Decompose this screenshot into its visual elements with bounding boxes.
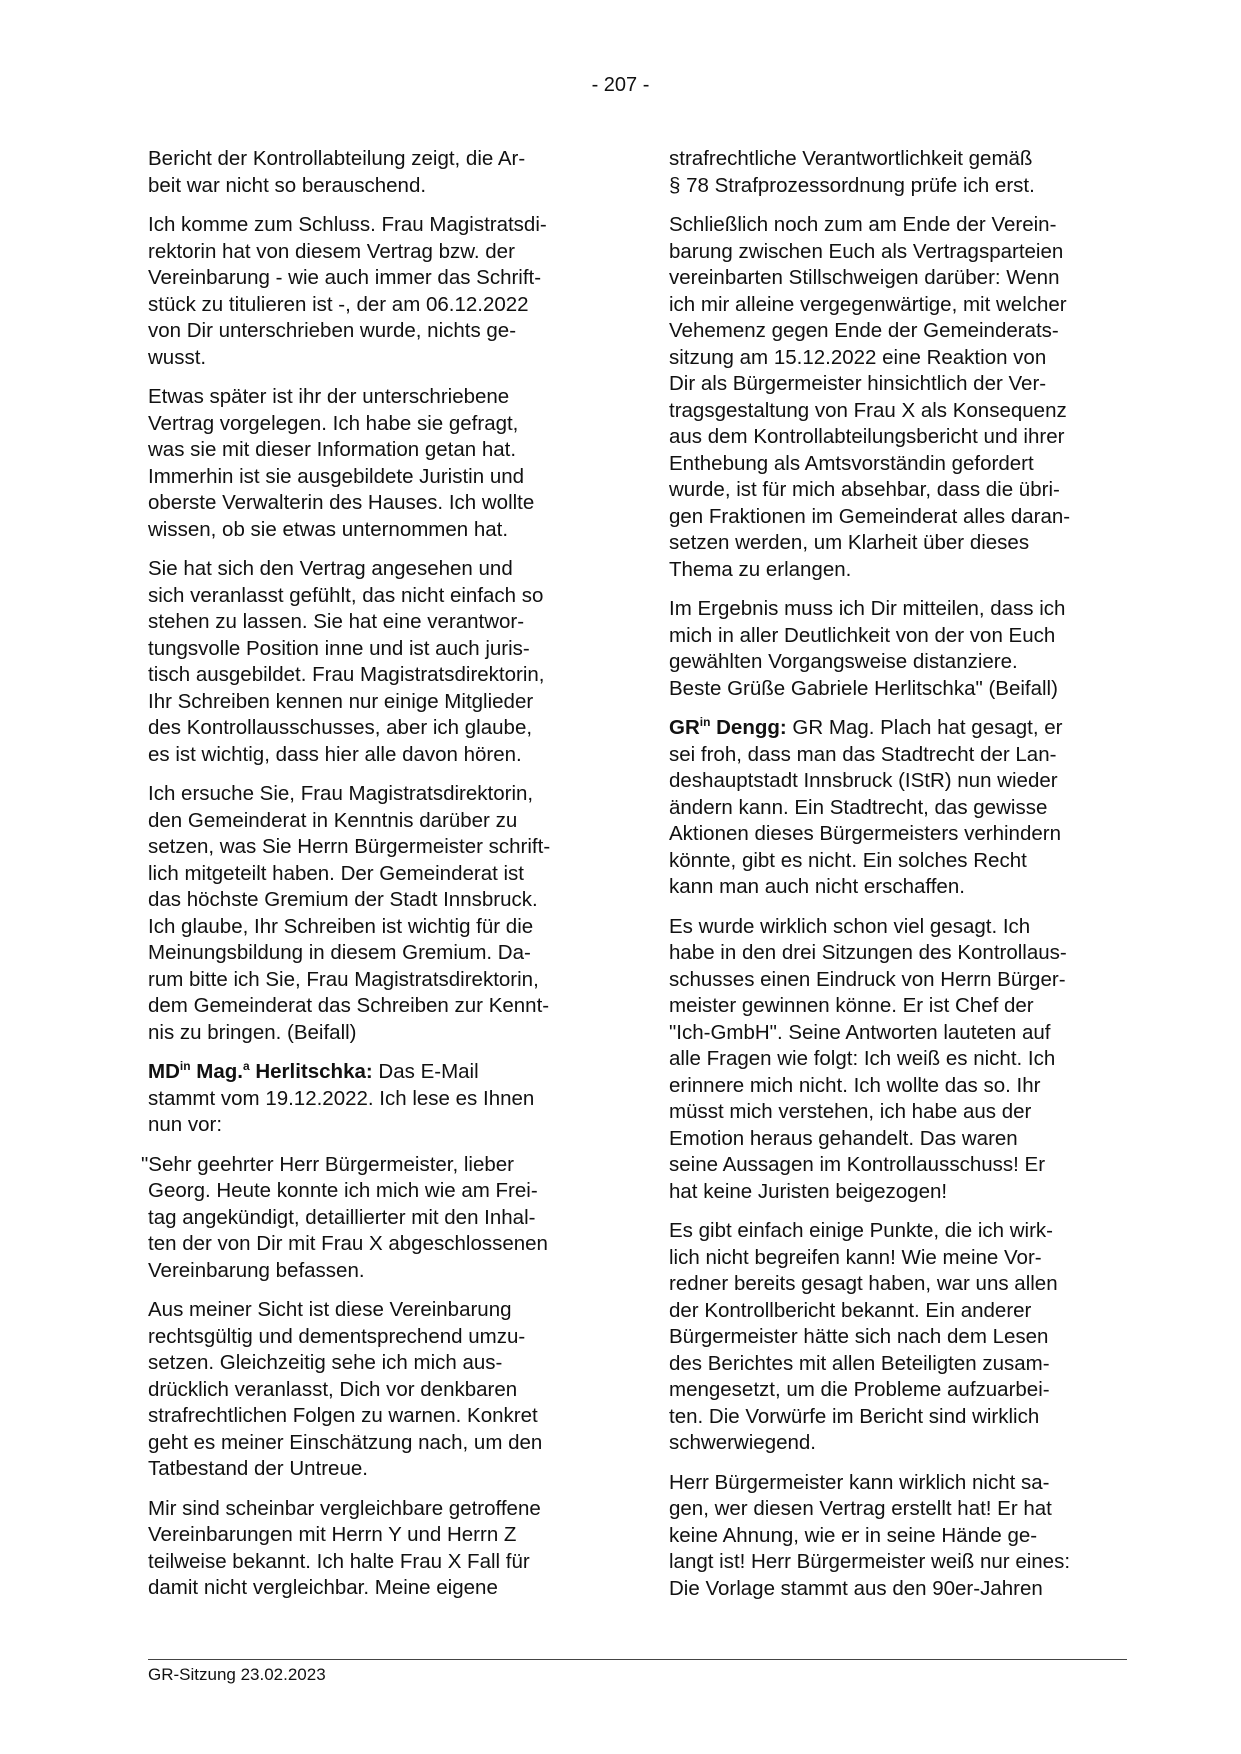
speaker-text: Das E-Mail stammt vom 19.12.2022. Ich lese es Ihnen nun vor: [148,1060,535,1136]
speaker-label: $MD^{in}$ Mag.$^a$ Herlitschka: [148,1059,373,1083]
paragraph: Es wurde wirklich schon viel gesagt. Ich habe in den drei Sitzungen des Kontrollaus- schusses einen Eindruck von Herrn Bürger- meister gewinnen könne. Er ist Chef der "Ich-GmbH". Seine Antworten lauteten auf alle Fragen wie folgt: Ich weiß es nicht. Ich erinnere mich nicht. Ich wollte das so. Ihr müsst mich verstehen, ich habe aus der Emotion heraus gehandelt. Das waren seine Aussagen im Kontrollausschuss! Er hat keine Juristen beigezogen! [669,914,1067,1203]
left-column [141,146,598,1615]
speaker-paragraph [669,715,1119,901]
right-column [669,146,1119,1615]
paragraph: Herr Bürgermeister kann wirklich nicht sa- gen, wer diesen Vertrag erstellt hat! Er hat keine Ahnung, wie er in seine Hände ge- langt ist! Herr Bürgermeister weiß nur eines: Die Vorlage stammt aus den 90er-Jahren [669,1470,1071,1600]
paragraph: Im Ergebnis muss ich Dir mitteilen, dass ich mich in aller Deutlichkeit von der von Euch gewählten Vorgangsweise distanziere. Beste Grüße Gabriele Herlitschka" (Beifall) [669,597,1066,700]
paragraph: Schließlich noch zum am Ende der Verein- barung zwischen Euch als Vertragsparteien vereinbarten Stillschweigen darüber: Wenn ich mir alleine vergegenwärtige, mit welcher Vehemenz gegen Ende der Gemeinderats- sitzung am 15.12.2022 eine Reaktion von Dir als Bürgermeister hinsichtlich der Ver- tragsgestaltung von Frau X als Konsequenz aus dem Kontrollabteilungsbericht und ihrer Enthebung als Amtsvorständin gefordert wurde, ist für mich absehbar, dass die übri- gen Fraktionen im Gemeinderat alles daran- setzen werden, um Klarheit über dieses Thema zu erlangen. [669,213,1071,581]
paragraph: Es gibt einfach einige Punkte, die ich wirk- lich nicht begreifen kann! Wie meine Vor- redner bereits gesagt haben, war uns allen der Kontrollbericht bekannt. Ein anderer Bürgermeister hätte sich nach dem Lesen des Berichtes mit allen Beteiligten zusam- mengesetzt, um die Probleme aufzuarbei- ten. Die Vorwürfe im Bericht sind wirklich schwerwiegend. [669,1219,1058,1454]
quoted-paragraph: "Sehr geehrter Herr Bürgermeister, lieber Georg. Heute konnte ich mich wie am Frei- tag angekündigt, detaillierter mit den Inhal- ten der von Dir mit Frau X abgeschlossenen Vereinbarung befassen. [141,1152,548,1282]
paragraph: Ich komme zum Schluss. Frau Magistratsdi- rektorin hat von diesem Vertrag bzw. der Vereinbarung - wie auch immer das Schrift- stück zu titulieren ist -, der am 06.12.2022 von Dir unterschrieben wurde, nichts ge- wusst. [148,213,547,369]
paragraph: Sie hat sich den Vertrag angesehen und sich veranlasst gefühlt, das nicht einfach so stehen zu lassen. Sie hat eine verantwor- tungsvolle Position inne und ist auch juris- tisch ausgebildet. Frau Magistratsdirektorin, Ihr Schreiben kennen nur einige Mitglieder des Kontrollausschusses, aber ich glaube, es ist wichtig, dass hier alle davon hören. [148,557,545,766]
footer-text: GR-Sitzung 23.02.2023 [148,1665,326,1684]
paragraph: Bericht der Kontrollabteilung zeigt, die Ar- beit war nicht so berauschend. [148,147,526,197]
paragraph: Aus meiner Sicht ist diese Vereinbarung rechtsgültig und dementsprechend umzu- setzen. Gleichzeitig sehe ich mich aus- drücklich veranlasst, Dich vor denkbaren strafrechtlichen Folgen zu warnen. Konkret geht es meiner Einschätzung nach, um den Tatbestand der Untreue. [148,1298,543,1480]
footer-divider [148,1659,1127,1660]
paragraph: Etwas später ist ihr der unterschriebene Vertrag vorgelegen. Ich habe sie gefragt, was sie mit dieser Information getan hat. Immerhin ist sie ausgebildete Juristin und oberste Verwalterin des Hauses. Ich wollte wissen, ob sie etwas unternommen hat. [148,385,535,541]
paragraph: Mir sind scheinbar vergleichbare getroffene Vereinbarungen mit Herrn Y und Herrn Z teilweise bekannt. Ich halte Frau X Fall für damit nicht vergleichbar. Meine eigene [148,1496,541,1599]
speaker-label: $GR^{in}$ Dengg: [669,715,787,739]
speaker-paragraph [148,1059,598,1139]
paragraph: Ich ersuche Sie, Frau Magistratsdirektorin, den Gemeinderat in Kenntnis darüber zu setzen, was Sie Herrn Bürgermeister schrift- lich mitgeteilt haben. Der Gemeinderat ist das höchste Gremium der Stadt Innsbruck. Ich glaube, Ihr Schreiben ist wichtig für die Meinungsbildung in diesem Gremium. Da- rum bitte ich Sie, Frau Magistratsdirektorin, dem Gemeinderat das Schreiben zur Kennt- nis zu bringen. (Beifall) [148,782,551,1044]
speaker-text: GR Mag. Plach hat gesagt, er sei froh, dass man das Stadtrecht der Lan- deshauptstadt Innsbruck (IStR) nun wieder ändern kann. Ein Stadtrecht, das gewisse Aktionen dieses Bürgermeisters verhindern könnte, gibt es nicht. Ein solches Recht kann man auch nicht erschaffen. [669,716,1063,898]
paragraph: strafrechtliche Verantwortlichkeit gemäß § 78 Strafprozessordnung prüfe ich erst. [669,147,1035,197]
page-number: - 207 - [591,74,650,96]
